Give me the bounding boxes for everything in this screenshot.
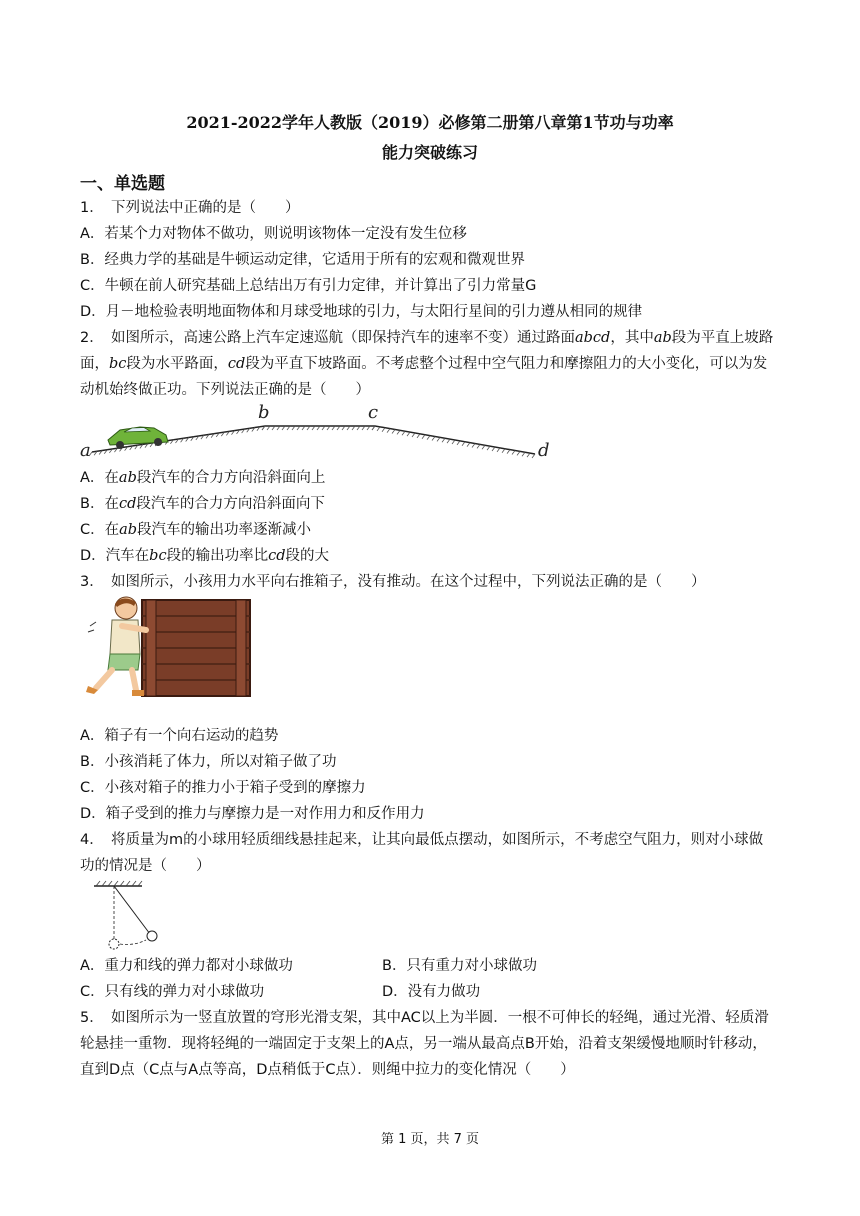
pendulum-figure <box>90 880 170 950</box>
q1-option-d: D．月－地检验表明地面物体和月球受地球的引力，与太阳行星间的引力遵从相同的规律 <box>80 304 643 320</box>
q1-option-b: B．经典力学的基础是牛顿运动定律，它适用于所有的宏观和微观世界 <box>80 252 525 268</box>
document-title: 2021-2022学年人教版（2019）必修第二册第八章第1节功与功率 <box>186 113 674 132</box>
q2-stem-line3: 动机始终做正功。下列说法正确的是（ ） <box>80 382 370 398</box>
q3-stem: 3． 如图所示，小孩用力水平向右推箱子，没有推动。在这个过程中，下列说法正确的是（ ） <box>80 574 706 590</box>
q5-stem-line2: 轮悬挂一重物．现将轻绳的一端固定于支架上的A点，另一端从最高点B开始，沿着支架缓慢地顺时针移动， <box>80 1036 767 1052</box>
q4-stem-line2: 功的情况是（ ） <box>80 858 211 874</box>
road-figure <box>80 402 560 464</box>
q2-stem-line2: 面，bc段为水平路面，cd段为平直下坡路面。不考虑整个过程中空气阻力和摩擦阻力的大小变化，可以为发 <box>80 356 768 372</box>
q4-stem-line1: 4． 将质量为m的小球用轻质细线悬挂起来，让其向最低点摆动，如图所示，不考虑空气阻力，则对小球做 <box>80 832 764 848</box>
label-c: c <box>368 402 379 423</box>
q1-option-c: C．牛顿在前人研究基础上总结出万有引力定律，并计算出了引力常量G <box>80 278 537 294</box>
q5-stem-line3: 直到D点（C点与A点等高，D点稍低于C点）．则绳中拉力的变化情况（ ） <box>80 1062 575 1078</box>
q4-option-d: D．没有力做功 <box>382 984 481 1000</box>
section-heading: 一、单选题 <box>80 174 165 194</box>
q2-option-a: A．在ab段汽车的合力方向沿斜面向上 <box>80 470 326 486</box>
q3-option-c: C．小孩对箱子的推力小于箱子受到的摩擦力 <box>80 780 366 796</box>
q4-option-b: B．只有重力对小球做功 <box>382 958 537 974</box>
wooden-box-icon <box>142 600 250 696</box>
q2-option-c: C．在ab段汽车的输出功率逐渐减小 <box>80 522 312 538</box>
q2-stem-line1: 2． 如图所示，高速公路上汽车定速巡航（即保持汽车的速率不变）通过路面abcd，其中ab段为平直上坡路 <box>80 330 774 346</box>
q3-option-b: B．小孩消耗了体力，所以对箱子做了功 <box>80 754 337 770</box>
q2-option-b: B．在cd段汽车的合力方向沿斜面向下 <box>80 496 325 512</box>
q2-option-d: D．汽车在bc段的输出功率比cd段的大 <box>80 548 329 564</box>
q3-option-d: D．箱子受到的推力与摩擦力是一对作用力和反作用力 <box>80 806 425 822</box>
label-b: b <box>258 402 270 423</box>
q4-option-c: C．只有线的弹力对小球做功 <box>80 984 265 1000</box>
q4-option-a: A．重力和线的弹力都对小球做功 <box>80 958 293 974</box>
child-pushing-box-figure <box>82 594 254 700</box>
label-d: d <box>538 440 550 461</box>
label-a: a <box>80 440 91 461</box>
q5-stem-line1: 5． 如图所示为一竖直放置的穹形光滑支架，其中AC以上为半圆．一根不可伸长的轻绳，通过光滑、轻质滑 <box>80 1010 769 1026</box>
q3-option-a: A．箱子有一个向右运动的趋势 <box>80 728 279 744</box>
page-footer: 第 1 页，共 7 页 <box>380 1132 480 1147</box>
document-subtitle: 能力突破练习 <box>381 143 478 162</box>
q1-option-a: A．若某个力对物体不做功，则说明该物体一定没有发生位移 <box>80 226 467 242</box>
child-icon <box>86 597 146 696</box>
q1-stem: 1． 下列说法中正确的是（ ） <box>80 200 300 216</box>
